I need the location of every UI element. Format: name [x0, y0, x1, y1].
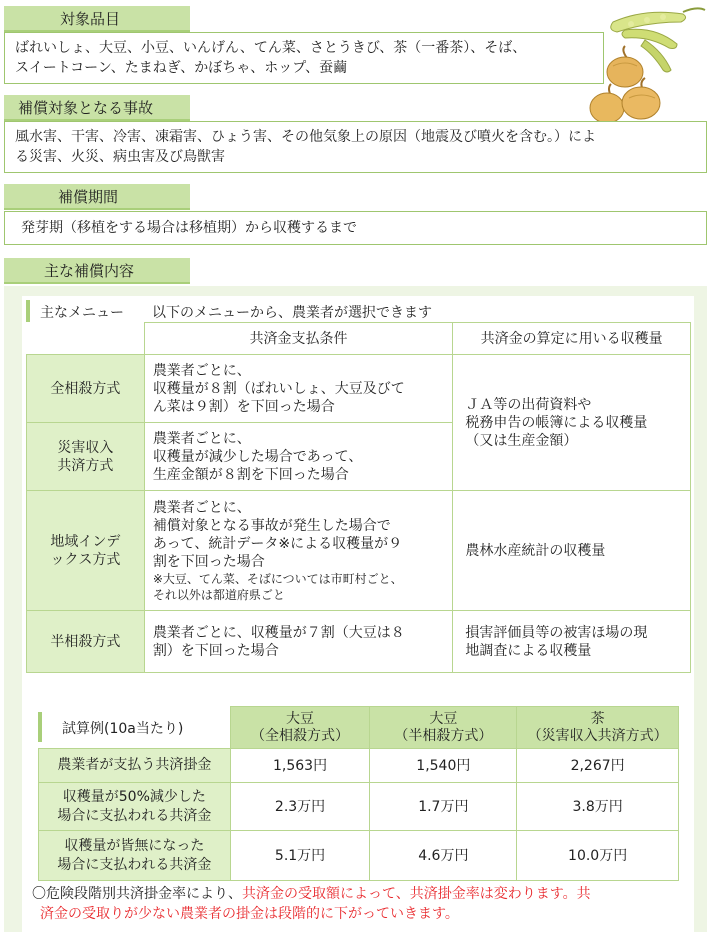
accident-line-1: 風水害、干害、冷害、凍霜害、ひょう害、その他気象上の原因（地震及び噴火を含む。）によ: [15, 129, 596, 145]
footer-highlight-1: 共済金の受取額によって、共済掛金率は変わります。共: [242, 886, 591, 902]
menu-row-name: 半相殺方式: [27, 611, 145, 673]
accident-line-2: る災害、火災、病虫害及び鳥獣害: [15, 149, 225, 165]
calc-col-header: 茶 （災害収入共済方式）: [517, 707, 679, 749]
menu-row-name: 災害収入 共済方式: [27, 423, 145, 491]
calc-value: 10.0万円: [517, 831, 679, 881]
menu-row-name: 地域インデ ックス方式: [27, 491, 145, 611]
menu-corner-cell: [27, 323, 145, 355]
target-crops-line-1: ばれいしょ、大豆、小豆、いんげん、てん菜、さとうきび、茶（一番茶）、そば、: [15, 40, 527, 56]
calc-value: 1.7万円: [370, 783, 517, 831]
calc-row-label: 収穫量が皆無になった 場合に支払われる共済金: [39, 831, 231, 881]
calc-corner-cell: [39, 707, 231, 749]
target-crops-header: 対象品目: [4, 6, 190, 32]
footer-prefix: 〇危険段階別共済掛金率により、: [32, 886, 242, 902]
calc-col-header: 大豆 （半相殺方式）: [370, 707, 517, 749]
period-header: 補償期間: [4, 184, 190, 210]
calc-header-row: [39, 707, 679, 749]
menu-row-condition: 農業者ごとに、 補償対象となる事故が発生した場合で あって、統計データ※による収穫量が９ 割を下回った場合 ※大豆、てん菜、そばについては市町村ごと、 それ以外は都道府県ごと: [144, 491, 453, 611]
target-crops-line-2: スイートコーン、たまねぎ、かぼちゃ、ホップ、蚕繭: [15, 60, 348, 76]
calc-row-label: 農業者が支払う共済掛金: [39, 749, 231, 783]
menu-row-half-offset: [27, 611, 691, 673]
menu-row-quantity: 損害評価員等の被害ほ場の現 地調査による収穫量: [453, 611, 691, 673]
menu-col-quantity: 共済金の算定に用いる収穫量: [453, 323, 691, 355]
menu-header-row: [27, 323, 691, 355]
footer-note: [32, 884, 692, 924]
calc-value: 1,563円: [230, 749, 370, 783]
accident-header: 補償対象となる事故: [4, 95, 190, 121]
calc-row-label: 収穫量が50%減少した 場合に支払われる共済金: [39, 783, 231, 831]
menu-col-condition: 共済金支払条件: [144, 323, 453, 355]
menu-row-name: 全相殺方式: [27, 355, 145, 423]
menu-row-condition: 農業者ごとに、 収穫量が８割（ばれいしょ、大豆及びて ん菜は９割）を下回った場合: [144, 355, 453, 423]
menu-row-regional-index: [27, 491, 691, 611]
main-contents-header: 主な補償内容: [4, 258, 190, 284]
calc-value: 5.1万円: [230, 831, 370, 881]
menu-row-note: ※大豆、てん菜、そばについては市町村ごと、: [152, 571, 403, 586]
menu-row-condition: 農業者ごとに、収穫量が７割（大豆は８ 割）を下回った場合: [144, 611, 453, 673]
menu-row-full-offset: [27, 355, 691, 423]
calc-value: 4.6万円: [370, 831, 517, 881]
footer-highlight-2: 済金の受取りが少ない農業者の掛金は段階的に下がっていきます。: [40, 906, 459, 922]
menu-row-note: それ以外は都道府県ごと: [152, 587, 285, 602]
menu-intro: 以下のメニューから、農業者が選択できます: [152, 305, 432, 321]
menu-row-condition: 農業者ごとに、 収穫量が減少した場合であって、 生産金額が８割を下回った場合: [144, 423, 453, 491]
menu-table: [26, 322, 691, 673]
menu-row-quantity: 農林水産統計の収穫量: [453, 491, 691, 611]
menu-shared-quantity: ＪＡ等の出荷資料や 税務申告の帳簿による収穫量 （又は生産金額）: [453, 355, 691, 491]
calc-value: 2,267円: [517, 749, 679, 783]
calc-row-premium: [39, 749, 679, 783]
menu-label-bar: [26, 300, 30, 322]
calc-table: [38, 706, 679, 881]
target-crops-box: [4, 32, 604, 84]
calc-row-half-loss: [39, 783, 679, 831]
accident-box: [4, 121, 707, 173]
menu-label: 主なメニュー: [40, 305, 124, 321]
calc-col-header: 大豆 （全相殺方式）: [230, 707, 370, 749]
period-box: [4, 211, 707, 245]
period-text: 発芽期（移植をする場合は移植期）から収穫するまで: [21, 220, 357, 236]
calc-label: 試算例(10a当たり): [62, 721, 184, 737]
calc-value: 1,540円: [370, 749, 517, 783]
calc-value: 2.3万円: [230, 783, 370, 831]
calc-row-total-loss: [39, 831, 679, 881]
calc-value: 3.8万円: [517, 783, 679, 831]
